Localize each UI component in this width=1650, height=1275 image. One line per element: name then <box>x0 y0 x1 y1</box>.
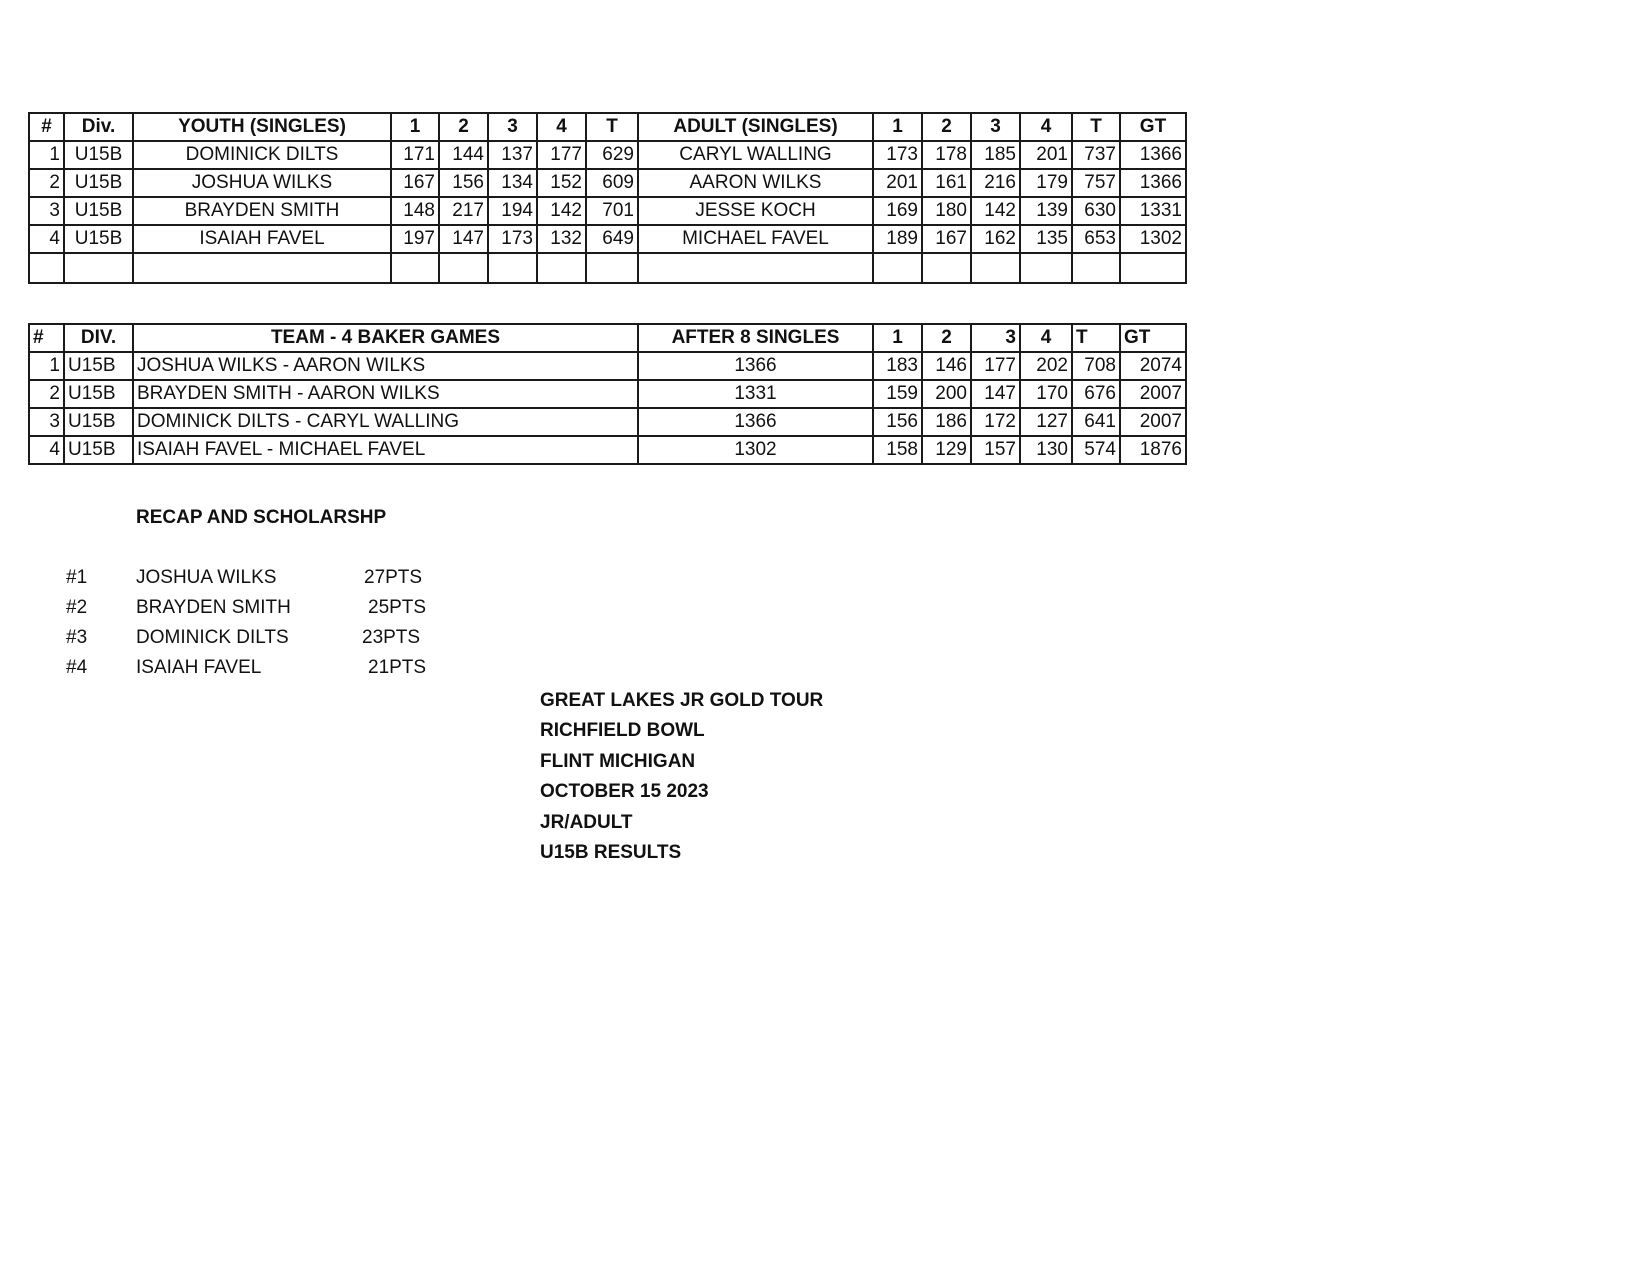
score-cell: 156 <box>873 408 922 436</box>
grand-total-cell: 1876 <box>1120 436 1186 464</box>
header-team-game-1: 1 <box>873 324 922 352</box>
header-youth-game-1: 1 <box>391 113 439 141</box>
division-cell: U15B <box>64 380 133 408</box>
header-division: Div. <box>64 113 133 141</box>
rank-cell: 2 <box>29 380 64 408</box>
score-cell: 185 <box>971 141 1020 169</box>
score-cell: 142 <box>537 197 586 225</box>
score-cell: 147 <box>439 225 488 253</box>
header-youth-total: T <box>586 113 638 141</box>
score-cell: 173 <box>488 225 537 253</box>
score-cell: 179 <box>1020 169 1072 197</box>
header-youth-game-4: 4 <box>537 113 586 141</box>
grand-total-cell: 1331 <box>1120 197 1186 225</box>
header-adult-game-4: 4 <box>1020 113 1072 141</box>
score-cell: 194 <box>488 197 537 225</box>
recap-rank: #4 <box>66 657 88 678</box>
grand-total-cell: 1366 <box>1120 169 1186 197</box>
score-cell: 217 <box>439 197 488 225</box>
rank-cell: 1 <box>29 141 64 169</box>
score-cell: 144 <box>439 141 488 169</box>
division-cell: U15B <box>64 408 133 436</box>
table-row <box>29 197 1186 225</box>
empty-cell <box>488 253 537 283</box>
youth-name-cell: BRAYDEN SMITH <box>133 197 391 225</box>
table-row <box>29 225 1186 253</box>
score-cell: 201 <box>1020 141 1072 169</box>
score-cell: 156 <box>439 169 488 197</box>
total-cell: 649 <box>586 225 638 253</box>
event-location: FLINT MICHIGAN <box>540 750 696 772</box>
header-adult-singles: ADULT (SINGLES) <box>638 113 873 141</box>
header-team-baker-games: TEAM - 4 BAKER GAMES <box>133 324 638 352</box>
event-info-block <box>540 686 823 868</box>
score-cell: 180 <box>922 197 971 225</box>
header-grand-total: GT <box>1120 324 1186 352</box>
score-cell: 171 <box>391 141 439 169</box>
header-team-game-3: 3 <box>971 324 1020 352</box>
score-cell: 146 <box>922 352 971 380</box>
division-cell: U15B <box>64 225 133 253</box>
adult-name-cell: JESSE KOCH <box>638 197 873 225</box>
score-cell: 177 <box>971 352 1020 380</box>
score-cell: 137 <box>488 141 537 169</box>
adult-name-cell: CARYL WALLING <box>638 141 873 169</box>
event-results-label: U15B RESULTS <box>540 842 682 864</box>
after-singles-cell: 1366 <box>638 352 873 380</box>
total-cell: 574 <box>1072 436 1120 464</box>
header-team-total: T <box>1072 324 1120 352</box>
empty-cell <box>971 253 1020 283</box>
score-cell: 186 <box>922 408 971 436</box>
division-cell: U15B <box>64 436 133 464</box>
header-division: DIV. <box>64 324 133 352</box>
after-singles-cell: 1302 <box>638 436 873 464</box>
table-row <box>29 141 1186 169</box>
header-rank: # <box>29 113 64 141</box>
team-results-table <box>28 323 1187 465</box>
recap-points: 25PTS <box>368 597 427 618</box>
empty-cell <box>638 253 873 283</box>
total-cell: 708 <box>1072 352 1120 380</box>
recap-title: RECAP AND SCHOLARSHP <box>136 507 387 528</box>
score-cell: 152 <box>537 169 586 197</box>
header-adult-total: T <box>1072 113 1120 141</box>
grand-total-cell: 2007 <box>1120 408 1186 436</box>
header-team-game-4: 4 <box>1020 324 1072 352</box>
table-row <box>29 380 1186 408</box>
empty-cell <box>29 253 64 283</box>
empty-cell <box>1120 253 1186 283</box>
youth-name-cell: DOMINICK DILTS <box>133 141 391 169</box>
rank-cell: 2 <box>29 169 64 197</box>
score-cell: 158 <box>873 436 922 464</box>
score-cell: 148 <box>391 197 439 225</box>
division-cell: U15B <box>64 352 133 380</box>
total-cell: 701 <box>586 197 638 225</box>
recap-rank: #1 <box>66 567 88 588</box>
table-row <box>29 169 1186 197</box>
header-grand-total: GT <box>1120 113 1186 141</box>
header-team-game-2: 2 <box>922 324 971 352</box>
header-adult-game-3: 3 <box>971 113 1020 141</box>
division-cell: U15B <box>64 141 133 169</box>
header-youth-game-2: 2 <box>439 113 488 141</box>
recap-rank: #3 <box>66 627 88 648</box>
team-header-row <box>29 324 1186 352</box>
recap-points: 21PTS <box>368 657 427 678</box>
score-cell: 142 <box>971 197 1020 225</box>
total-cell: 676 <box>1072 380 1120 408</box>
empty-cell <box>391 253 439 283</box>
total-cell: 737 <box>1072 141 1120 169</box>
score-cell: 159 <box>873 380 922 408</box>
grand-total-cell: 1366 <box>1120 141 1186 169</box>
adult-name-cell: AARON WILKS <box>638 169 873 197</box>
total-cell: 641 <box>1072 408 1120 436</box>
recap-name: DOMINICK DILTS <box>136 627 289 648</box>
grand-total-cell: 2007 <box>1120 380 1186 408</box>
header-adult-game-2: 2 <box>922 113 971 141</box>
rank-cell: 4 <box>29 436 64 464</box>
total-cell: 609 <box>586 169 638 197</box>
rank-cell: 1 <box>29 352 64 380</box>
recap-name: BRAYDEN SMITH <box>136 597 291 618</box>
score-cell: 135 <box>1020 225 1072 253</box>
score-cell: 216 <box>971 169 1020 197</box>
total-cell: 629 <box>586 141 638 169</box>
empty-cell <box>439 253 488 283</box>
score-cell: 157 <box>971 436 1020 464</box>
rank-cell: 3 <box>29 408 64 436</box>
recap-points: 27PTS <box>364 567 423 588</box>
empty-cell <box>586 253 638 283</box>
score-cell: 177 <box>537 141 586 169</box>
score-cell: 172 <box>971 408 1020 436</box>
event-tour-name: GREAT LAKES JR GOLD TOUR <box>540 690 824 711</box>
score-cell: 173 <box>873 141 922 169</box>
recap-points: 23PTS <box>362 627 421 648</box>
score-cell: 139 <box>1020 197 1072 225</box>
score-cell: 197 <box>391 225 439 253</box>
empty-row <box>29 253 1186 283</box>
youth-name-cell: JOSHUA WILKS <box>133 169 391 197</box>
score-cell: 130 <box>1020 436 1072 464</box>
youth-name-cell: ISAIAH FAVEL <box>133 225 391 253</box>
adult-name-cell: MICHAEL FAVEL <box>638 225 873 253</box>
score-cell: 147 <box>971 380 1020 408</box>
team-name-cell: JOSHUA WILKS - AARON WILKS <box>133 352 638 380</box>
empty-cell <box>873 253 922 283</box>
score-cell: 170 <box>1020 380 1072 408</box>
rank-cell: 3 <box>29 197 64 225</box>
recap-rank: #2 <box>66 597 88 618</box>
division-cell: U15B <box>64 169 133 197</box>
score-cell: 183 <box>873 352 922 380</box>
grand-total-cell: 1302 <box>1120 225 1186 253</box>
empty-cell <box>1072 253 1120 283</box>
score-cell: 167 <box>922 225 971 253</box>
score-cell: 189 <box>873 225 922 253</box>
recap-name: JOSHUA WILKS <box>136 567 277 588</box>
grand-total-cell: 2074 <box>1120 352 1186 380</box>
recap-name: ISAIAH FAVEL <box>136 657 262 678</box>
empty-cell <box>537 253 586 283</box>
team-name-cell: DOMINICK DILTS - CARYL WALLING <box>133 408 638 436</box>
score-cell: 132 <box>537 225 586 253</box>
total-cell: 630 <box>1072 197 1120 225</box>
total-cell: 757 <box>1072 169 1120 197</box>
rank-cell: 4 <box>29 225 64 253</box>
score-cell: 178 <box>922 141 971 169</box>
score-cell: 201 <box>873 169 922 197</box>
team-name-cell: BRAYDEN SMITH - AARON WILKS <box>133 380 638 408</box>
singles-results-table <box>28 112 1187 284</box>
table-row <box>29 408 1186 436</box>
event-category: JR/ADULT <box>540 811 633 833</box>
score-cell: 134 <box>488 169 537 197</box>
header-adult-game-1: 1 <box>873 113 922 141</box>
total-cell: 653 <box>1072 225 1120 253</box>
header-youth-game-3: 3 <box>488 113 537 141</box>
score-cell: 161 <box>922 169 971 197</box>
score-cell: 200 <box>922 380 971 408</box>
empty-cell <box>133 253 391 283</box>
header-rank: # <box>29 324 64 352</box>
table-row <box>29 436 1186 464</box>
event-venue: RICHFIELD BOWL <box>540 720 705 742</box>
score-cell: 169 <box>873 197 922 225</box>
empty-cell <box>64 253 133 283</box>
empty-cell <box>1020 253 1072 283</box>
singles-header-row <box>29 113 1186 141</box>
team-name-cell: ISAIAH FAVEL - MICHAEL FAVEL <box>133 436 638 464</box>
table-row <box>29 352 1186 380</box>
score-cell: 129 <box>922 436 971 464</box>
score-cell: 167 <box>391 169 439 197</box>
header-youth-singles: YOUTH (SINGLES) <box>133 113 391 141</box>
score-cell: 162 <box>971 225 1020 253</box>
after-singles-cell: 1366 <box>638 408 873 436</box>
division-cell: U15B <box>64 197 133 225</box>
score-cell: 202 <box>1020 352 1072 380</box>
event-date: OCTOBER 15 2023 <box>540 781 709 803</box>
after-singles-cell: 1331 <box>638 380 873 408</box>
header-after-8-singles: AFTER 8 SINGLES <box>638 324 873 352</box>
empty-cell <box>922 253 971 283</box>
score-cell: 127 <box>1020 408 1072 436</box>
